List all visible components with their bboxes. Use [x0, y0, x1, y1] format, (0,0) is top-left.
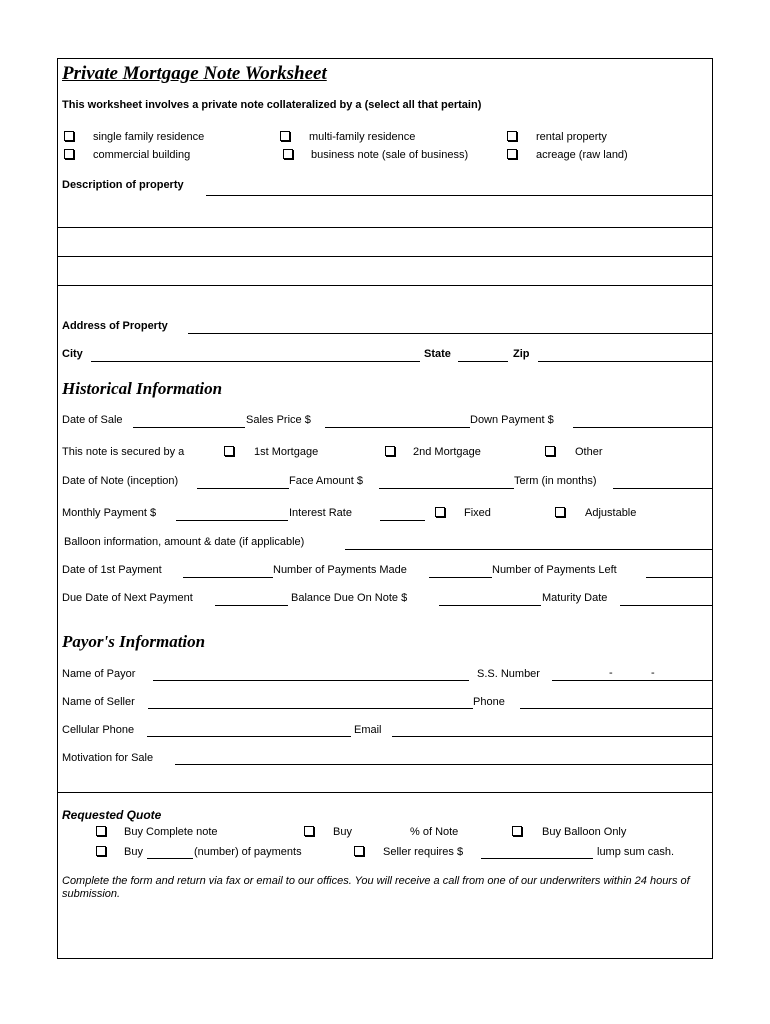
name-of-payor-field[interactable]	[153, 680, 469, 681]
payments-made-field[interactable]	[429, 577, 492, 578]
payments-left-label: Number of Payments Left	[492, 564, 617, 576]
balance-due-label: Balance Due On Note $	[291, 592, 408, 604]
label-adjustable: Adjustable	[585, 507, 637, 519]
date-of-sale-label: Date of Sale	[62, 414, 123, 426]
label-buy: Buy	[333, 826, 352, 838]
email-label: Email	[354, 724, 382, 736]
email-field[interactable]	[392, 736, 713, 737]
motivation-field[interactable]	[175, 764, 713, 765]
ss-dash-2: -	[651, 667, 655, 679]
city-field[interactable]	[91, 361, 420, 362]
due-next-payment-field[interactable]	[215, 605, 288, 606]
cellular-phone-label: Cellular Phone	[62, 724, 135, 736]
phone-label: Phone	[473, 696, 505, 708]
interest-rate-field[interactable]	[380, 520, 425, 521]
due-next-payment-label: Due Date of Next Payment	[62, 592, 193, 604]
label-2nd-mortgage: 2nd Mortgage	[413, 446, 481, 458]
term-label: Term (in months)	[514, 475, 597, 487]
date-of-sale-field[interactable]	[133, 427, 245, 428]
payments-made-label: Number of Payments Made	[273, 564, 407, 576]
checkbox-seller-requires[interactable]	[354, 846, 364, 856]
checkbox-rental[interactable]	[507, 131, 517, 141]
label-commercial: commercial building	[93, 149, 191, 161]
label-rental: rental property	[536, 131, 607, 143]
down-payment-label: Down Payment $	[470, 414, 554, 426]
description-line-4[interactable]	[58, 285, 713, 286]
checkbox-adjustable[interactable]	[555, 507, 565, 517]
checkbox-single-family[interactable]	[64, 131, 74, 141]
balloon-label: Balloon information, amount & date (if applicable)	[64, 536, 305, 548]
cellular-phone-field[interactable]	[147, 736, 351, 737]
ss-dash-1: -	[609, 667, 613, 679]
intro-text: This worksheet involves a private note collateralized by a (select all that pertain)	[62, 99, 482, 111]
payor-heading: Payor's Information	[62, 632, 206, 651]
phone-field[interactable]	[520, 708, 713, 709]
maturity-date-field[interactable]	[620, 605, 713, 606]
sales-price-label: Sales Price $	[246, 414, 311, 426]
ss-number-field[interactable]	[552, 680, 713, 681]
state-field[interactable]	[458, 361, 508, 362]
interest-rate-label: Interest Rate	[289, 507, 352, 519]
label-acreage: acreage (raw land)	[536, 149, 628, 161]
label-multi-family: multi-family residence	[309, 131, 416, 143]
historical-heading: Historical Information	[62, 379, 223, 398]
balloon-field[interactable]	[345, 549, 713, 550]
address-field[interactable]	[188, 333, 713, 334]
checkbox-acreage[interactable]	[507, 149, 517, 159]
date-1st-payment-field[interactable]	[183, 577, 273, 578]
motivation-line-2[interactable]	[58, 792, 713, 793]
checkbox-buy-payments[interactable]	[96, 846, 106, 856]
ss-number-label: S.S. Number	[477, 668, 540, 680]
label-1st-mortgage: 1st Mortgage	[254, 446, 319, 458]
checkbox-business-note[interactable]	[283, 149, 293, 159]
monthly-payment-field[interactable]	[176, 520, 288, 521]
face-amount-label: Face Amount $	[289, 475, 363, 487]
worksheet-form	[57, 58, 713, 959]
sales-price-field[interactable]	[325, 427, 470, 428]
label-buy-2: Buy	[124, 846, 143, 858]
checkbox-buy-percent[interactable]	[304, 826, 314, 836]
balance-due-field[interactable]	[439, 605, 541, 606]
payments-left-field[interactable]	[646, 577, 713, 578]
number-of-payments-field[interactable]	[147, 858, 193, 859]
face-amount-field[interactable]	[379, 488, 514, 489]
down-payment-field[interactable]	[573, 427, 713, 428]
monthly-payment-label: Monthly Payment $	[62, 507, 157, 519]
label-number-of-payments: (number) of payments	[194, 846, 302, 858]
date-of-note-field[interactable]	[197, 488, 289, 489]
zip-label: Zip	[513, 348, 530, 360]
label-business-note: business note (sale of business)	[311, 149, 469, 161]
zip-field[interactable]	[538, 361, 713, 362]
checkbox-commercial[interactable]	[64, 149, 74, 159]
quote-heading: Requested Quote	[62, 808, 162, 822]
label-buy-balloon: Buy Balloon Only	[542, 826, 627, 838]
checkbox-1st-mortgage[interactable]	[224, 446, 234, 456]
form-title: Private Mortgage Note Worksheet	[62, 63, 327, 84]
secured-by-label: This note is secured by a	[62, 446, 185, 458]
checkbox-multi-family[interactable]	[280, 131, 290, 141]
description-field[interactable]	[206, 195, 713, 196]
seller-requires-field[interactable]	[481, 858, 593, 859]
label-pct-of-note: % of Note	[410, 826, 459, 838]
checkbox-buy-complete[interactable]	[96, 826, 106, 836]
label-lump-sum: lump sum cash.	[597, 846, 675, 858]
description-line-3[interactable]	[58, 256, 713, 257]
motivation-label: Motivation for Sale	[62, 752, 154, 764]
maturity-date-label: Maturity Date	[542, 592, 608, 604]
name-of-payor-label: Name of Payor	[62, 668, 136, 680]
checkbox-buy-balloon[interactable]	[512, 826, 522, 836]
date-1st-payment-label: Date of 1st Payment	[62, 564, 162, 576]
name-of-seller-field[interactable]	[148, 708, 473, 709]
address-label: Address of Property	[62, 320, 168, 332]
label-seller-requires: Seller requires $	[383, 846, 464, 858]
checkbox-2nd-mortgage[interactable]	[385, 446, 395, 456]
checkbox-other[interactable]	[545, 446, 555, 456]
label-other: Other	[575, 446, 603, 458]
state-label: State	[424, 348, 451, 360]
name-of-seller-label: Name of Seller	[62, 696, 135, 708]
description-label: Description of property	[62, 179, 184, 191]
label-fixed: Fixed	[464, 507, 491, 519]
footer-note: Complete the form and return via fax or email to our offices. You will receive a call from one of our underwriters within 24 hours of submission.	[62, 875, 690, 900]
label-buy-complete: Buy Complete note	[124, 826, 218, 838]
description-line-2[interactable]	[58, 227, 713, 228]
checkbox-fixed[interactable]	[435, 507, 445, 517]
date-of-note-label: Date of Note (inception)	[62, 475, 179, 487]
label-single-family: single family residence	[93, 131, 205, 143]
city-label: City	[62, 348, 83, 360]
term-field[interactable]	[613, 488, 713, 489]
